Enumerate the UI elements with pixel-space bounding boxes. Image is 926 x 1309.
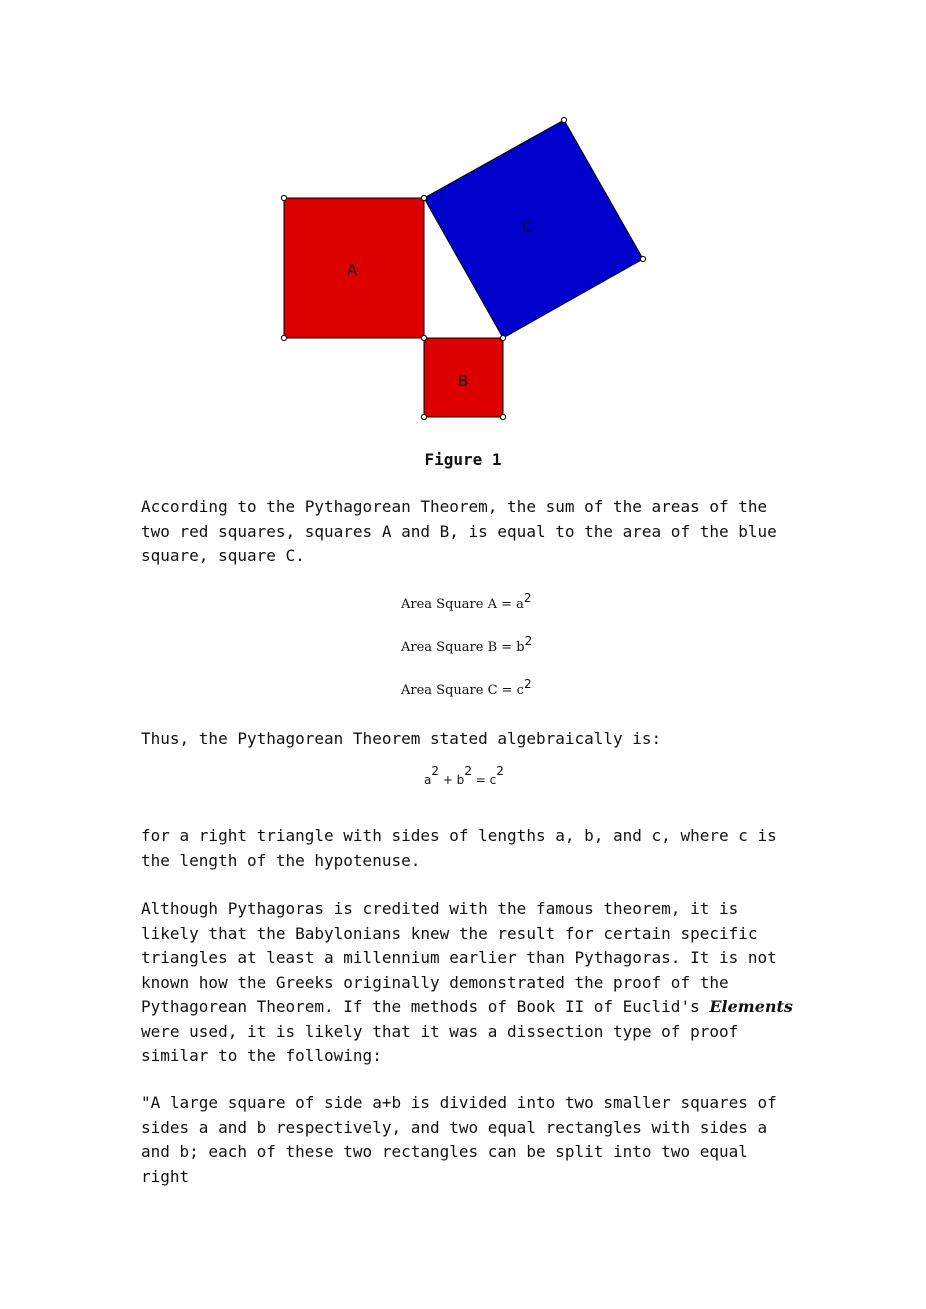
- paragraph-intro: According to the Pythagorean Theorem, the sum of the areas of the two red squares, squares A and B, is equal to the area of the blue square, square C.: [141, 497, 777, 565]
- formula-area-c: Area Square $C = c^2$: [401, 677, 532, 698]
- square-c: [424, 120, 643, 338]
- paragraph-history: Although Pythagoras is credited with the famous theorem, it is likely that the Babylonians knew the result for certain specific triangles at least a millennium earlier than Pythagoras. It is not known how the Greeks originally demonstrated the proof of the Pythagorean Theorem. If the methods of Book II of Euclid's Elements were used, it is likely that it was a dissection type of proof similar to the following:: [141, 899, 793, 1065]
- square-c-label: C: [522, 218, 533, 236]
- pythagorean-figure: [0, 0, 926, 440]
- pythagorean-equation: $a^2 + b^2 = c^2$: [424, 764, 504, 787]
- square-a-label: A: [347, 261, 358, 279]
- paragraph-dissection-quote: "A large square of side a+b is divided into two smaller squares of sides a and b respectively, and two equal rectangles with sides a and b; each of these two rectangles can be split into two equal right: [141, 1093, 777, 1186]
- paragraph-algebraic: Thus, the Pythagorean Theorem stated algebraically is:: [141, 729, 662, 748]
- formula-area-a: Area Square $A = a^2$: [401, 591, 532, 612]
- figure-caption: Figure 1: [424, 450, 502, 469]
- square-b-label: B: [458, 372, 469, 390]
- elements-title: Elements: [709, 997, 793, 1016]
- formula-area-b: Area Square $B = b^2$: [401, 634, 533, 655]
- paragraph-right-triangle: for a right triangle with sides of lengths a, b, and c, where c is the length of the hypotenuse.: [141, 826, 777, 870]
